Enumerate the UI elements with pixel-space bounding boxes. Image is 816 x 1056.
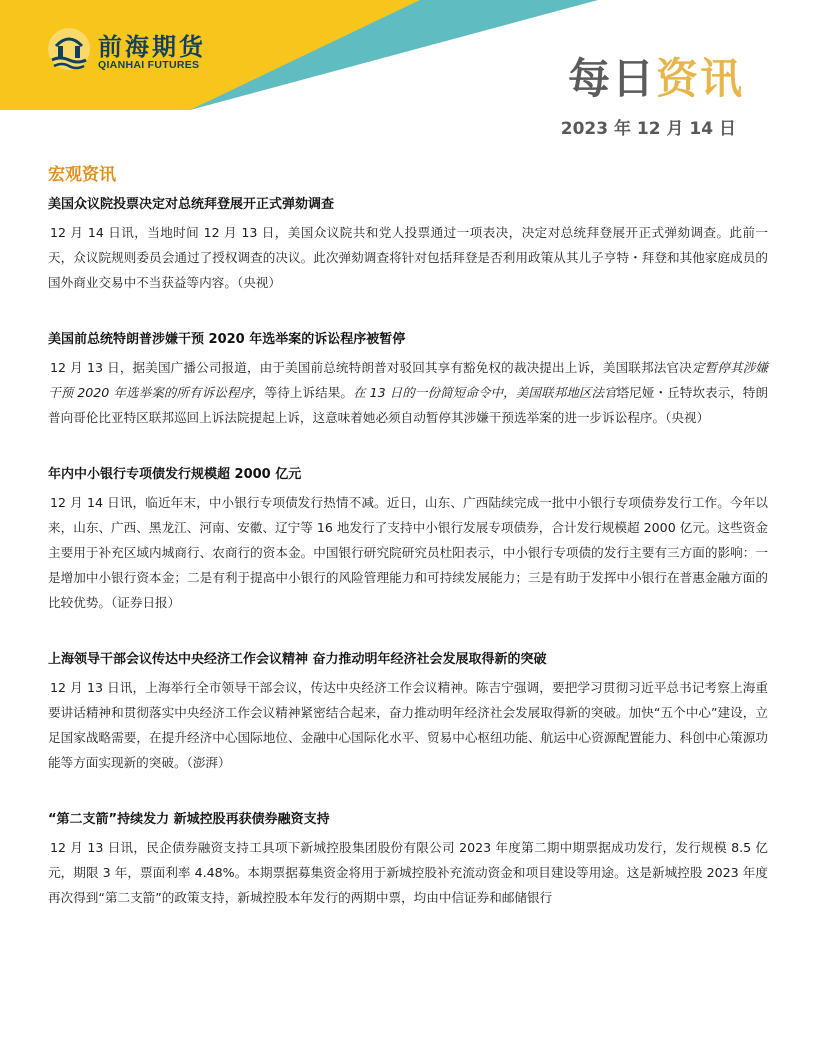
article-item bbox=[48, 325, 768, 430]
article-body: 12 月 13 日讯，民企债券融资支持工具项下新城控股集团股份有限公司 2023 年度第二期中期票据成功发行，发行规模 8.5 亿元，期限 3 年，票面利率 4.48%。本期票据募集资金将用于新城控股补充流动资金和项目建设等用途。这是新城控股 2023 年度再次得到“第二支箭”的政策支持，新城控股本年发行的两期中票，均由中信证券和邮储银行 bbox=[48, 840, 768, 905]
article-body: 12 月 14 日讯，当地时间 12 月 13 日，美国众议院共和党人投票通过一项表决，决定对总统拜登展开正式弹劾调查。此前一天，众议院规则委员会通过了授权调查的决议。此次弹劾调查将针对包括拜登是否利用政策从其儿子亨特・拜登和其他家庭成员的国外商业交易中不当获益等内容。（央视） bbox=[48, 225, 768, 290]
article-headline: 上海领导干部会议传达中央经济工作会议精神 奋力推动明年经济社会发展取得新的突破 bbox=[48, 652, 547, 667]
article-list bbox=[48, 190, 768, 940]
article-body: 12 月 13 日讯，上海举行全市领导干部会议，传达中央经济工作会议精神。陈吉宁强调，要把学习贯彻习近平总书记考察上海重要讲话精神和贯彻落实中央经济工作会议精神紧密结合起来，奋力推动明年经济社会发展取得新的突破。加快“五个中心”建设，立足国家战略需要，在提升经济中心国际地位、金融中心国际化水平、贸易中心枢纽功能、航运中心资源配置能力、科创中心策源功能等方面实现新的突破。（澎湃） bbox=[48, 680, 768, 770]
page-title-part2: 资讯 bbox=[655, 54, 744, 103]
article-item bbox=[48, 460, 768, 615]
article-headline: 年内中小银行专项债发行规模超 2000 亿元 bbox=[48, 467, 302, 482]
article-headline: 美国前总统特朗普涉嫌干预 2020 年选举案的诉讼程序被暂停 bbox=[48, 332, 406, 347]
article-headline: 美国众议院投票决定对总统拜登展开正式弹劾调查 bbox=[48, 197, 335, 212]
article-body bbox=[48, 355, 768, 430]
page-title-part1: 每日 bbox=[567, 54, 656, 103]
company-logo bbox=[46, 26, 216, 76]
article-body-italic: 在 13 日的一份简短命令中，美国联邦地区法官 bbox=[352, 385, 617, 400]
issue-date: 2023 年 12 月 14 日 bbox=[560, 119, 736, 139]
logo-chinese-name: 前海期货 bbox=[98, 32, 206, 61]
article-item bbox=[48, 805, 768, 910]
article-body-text: 塔尼娅・丘特坎表示，特朗普向哥伦比亚特区联邦巡回上诉法院提起上诉，这意味着她必须自动暂停其涉嫌干预选举案的进一步诉讼程序。（央视） bbox=[48, 385, 769, 425]
logo-emblem-icon bbox=[46, 26, 92, 72]
section-title: 宏观资讯 bbox=[48, 165, 116, 185]
article-body-text: 12 月 13 日，据美国广播公司报道，由于美国前总统特朗普对驳回其享有豁免权的裁决提出上诉，美国联邦法官决 bbox=[50, 360, 692, 375]
article-item bbox=[48, 645, 768, 775]
article-body-text: ，等待上诉结果。 bbox=[252, 385, 353, 400]
article-body: 12 月 14 日讯，临近年末，中小银行专项债发行热情不减。近日，山东、广西陆续完成一批中小银行专项债券发行工作。今年以来，山东、广西、黑龙江、河南、安徽、辽宁等 16 地发行了支持中小银行发展专项债券，合计发行规模超 2000 亿元。这些资金主要用于补充区域内城商行、农商行的资本金。中国银行研究院研究员杜阳表示，中小银行专项债的发行主要有三方面的影响：一是增加中小银行资本金；二是有利于提高中小银行的风险管理能力和可持续发展能力；三是有助于发挥中小银行在普惠金融方面的比较优势。（证券日报） bbox=[48, 495, 768, 610]
article-item bbox=[48, 190, 768, 295]
article-body-italic: 定暂停其涉嫌干预 2020 年选举案的所有诉讼程序 bbox=[48, 360, 769, 400]
article-headline: “第二支箭”持续发力 新城控股再获债券融资支持 bbox=[48, 812, 330, 827]
logo-english-name: QIANHAI FUTURES bbox=[98, 59, 200, 71]
page-title bbox=[568, 46, 744, 106]
